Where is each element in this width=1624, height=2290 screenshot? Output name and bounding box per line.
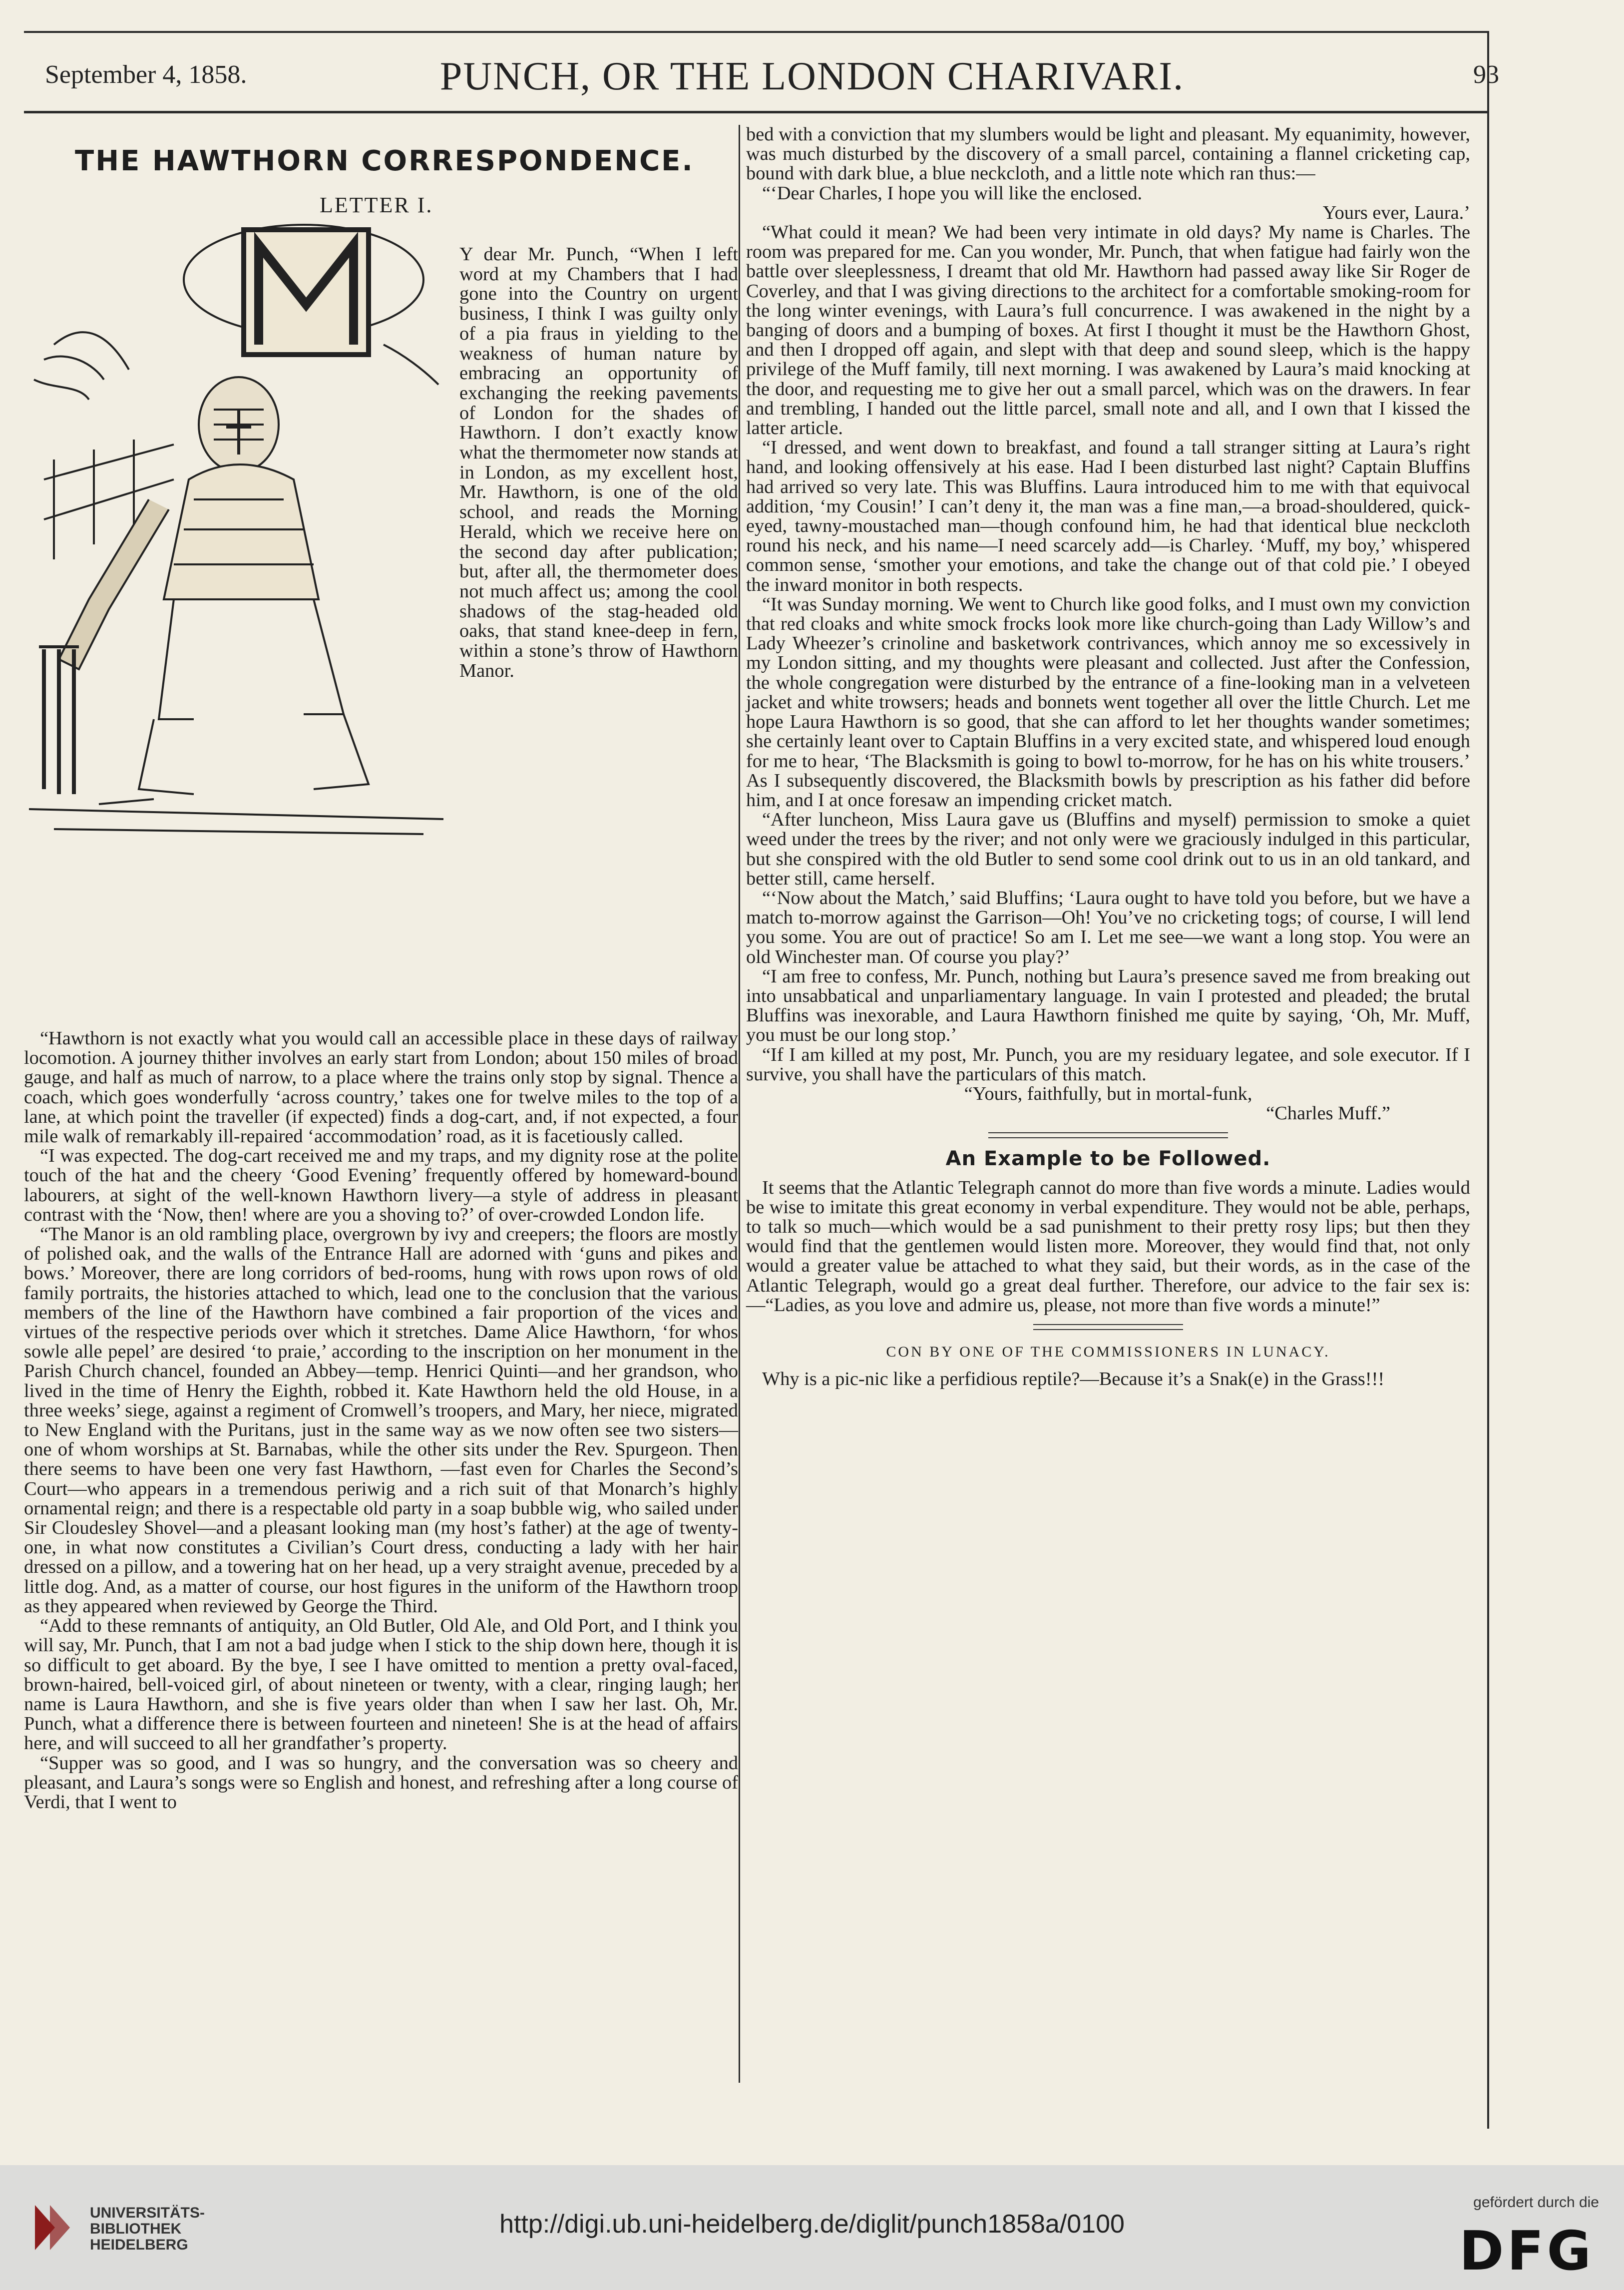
issue-date: September 4, 1858. <box>45 60 247 89</box>
page-number: 93 <box>1473 60 1499 89</box>
closing-line: “Yours, faithfully, but in mortal-funk, <box>964 1083 1252 1104</box>
left-column <box>24 1029 738 1812</box>
con-body: Why is a pic-nic like a perfidious reptile?—Because it’s a Snak(e) in the Grass!!! <box>762 1369 1385 1390</box>
letter-label: LETTER I. <box>320 193 433 217</box>
header-rule <box>24 111 1487 113</box>
library-line: UNIVERSITÄTS- <box>90 2205 205 2221</box>
example-body: It seems that the Atlantic Telegraph cannot do more than five words a minute. Ladies would be wise to imitate this great economy in verbal expenditure. They would not be able, perhaps, to talk so much—which would be a sad punishment to their pretty rosy lips; but then they would find that the gentlemen would listen more. Moreover, they would find that, not only would a greater value be attached to what they said, but their words, as in the case of the Atlantic Telegraph, would go a great deal further. Therefore, our advice to the fair sex is:—“Ladies, as you love and admire us, please, not more than five words a minute!” <box>746 1177 1470 1316</box>
right-border <box>1487 31 1489 2129</box>
paragraph: “The Manor is an old rambling place, overgrown by ivy and creepers; the floors are mostly of polished oak, and the walls of the Entrance Hall are adorned with ‘guns and pikes and bows.’ Moreover, there are long corridors of bed-rooms, hung with rows upon rows of old family portraits, the histories attached to which, lead one to the conclusion that the various members of the line of the Hawthorn have combined a fair proportion of the vices and virtues of the respective periods over which it stretches. Dame Alice Hawthorn, ‘for whos sowle alle pepel’ are desired ‘to praie,’ according to the inscription on her monument in the Parish Church chancel, founded an Abbey—temp. Henrici Quinti—and her grandson, who lived in the time of Henry the Eighth, robbed it. Kate Hawthorn held the old House, in a three weeks’ siege, against a regiment of Cromwell’s troopers, and Mary, her niece, migrated to New England with the Puritans, just in the same way as we now often see two sisters—one of whom worships at St. Barnabas, while the other sits under the Rev. Spurgeon. Then there seems to have been one very fast Hawthorn, —fast even for Charles the Second’s Court—who appears in a tremendous periwig and a rich suit of that Monarch’s highly ornamental reign; and there is a respectable old party in a soap bubble wig, who sailed under Sir Cloudesley Shovel—and a pleasant looking man (my host’s father) at the age of twenty-one, in what now constitutes a Civilian’s Court dress, conducting a lady with her hair dressed on a pillow, and a towering hat on her head, up a very straight avenue, preceded by a little dog. And, as a matter of course, our host figures in the uniform of the Hawthorn troop as they appeared when reviewed by George the Third. <box>24 1224 738 1617</box>
paragraph: “Supper was so good, and I was so hungry, and the conversation was so cheery and pleasant, and Laura’s songs were so English and honest, and refreshing after a long course of Verdi, that I went to <box>24 1752 738 1813</box>
publication-title: PUNCH, OR THE LONDON CHARIVARI. <box>439 54 1185 98</box>
paragraph: “I was expected. The dog-cart received me and my traps, and my dignity rose at the polite touch of the hat and the cheery ‘Good Evening’ frequently offered by homeward-bound labourers, at sight of the well-known Hawthorn livery—a style of address in pleasant contrast with the ‘Now, then! where are you a shoving to?’ of over-crowded London life. <box>24 1145 738 1225</box>
con-heading: CON BY ONE OF THE COMMISSIONERS IN LUNACY. <box>886 1343 1330 1360</box>
library-line: HEIDELBERG <box>90 2237 188 2253</box>
paragraph: “After luncheon, Miss Laura gave us (Bluffins and myself) permission to smoke a quiet weed under the trees by the river; and not only were we graciously indulged in this particular, but she conspired with the old Butler to send some cool drink out to us in an old tankard, and better still, came herself. <box>746 809 1470 889</box>
funded-by-label: gefördert durch die <box>1473 2194 1599 2211</box>
column-divider <box>739 125 740 2083</box>
example-heading: An Example to be Followed. <box>945 1147 1271 1171</box>
letter-intro <box>459 245 738 681</box>
paragraph: “I am free to confess, Mr. Punch, nothing but Laura’s presence saved me from breaking out into unsabbatical and unparliamentary language. In vain I protested and pleaded; the brutal Bluffins was inexorable, and Laura Hawthorn finished me quite by saying, ‘Oh, Mr. Muff, you must be our long stop.’ <box>746 965 1470 1046</box>
library-line: BIBLIOTHEK <box>90 2221 182 2237</box>
intro-paragraph: Y dear Mr. Punch, “When I left word at my Chambers that I had gone into the Country on urgent business, I think I was guilty only of a pia fraus in yielding to the weakness of human nature by embracing an opportunity of exchanging the reeking pavements of London for the shades of Hawthorn. I don’t exactly know what the thermometer now stands at in London, as my excellent host, Mr. Hawthorn, is one of the old school, and reads the Morning Herald, which we receive here on the second day after publication; but, after all, the thermometer does not much affect us; among the cool shadows of the stag-headed old oaks, that stand knee-deep in fern, within a stone’s throw of Hawthorn Manor. <box>459 244 738 681</box>
source-url-link[interactable]: http://digi.ub.uni-heidelberg.de/diglit/punch1858a/0100 <box>499 2210 1125 2239</box>
paragraph: “What could it mean? We had been very intimate in old days? My name is Charles. The room was prepared for me. Can you wonder, Mr. Punch, that when fatigue had fairly won the battle over sleeplessness, I dreamt that old Mr. Hawthorn had passed away like Sir Roger de Coverley, and that I was giving directions to the architect for a comfortable smoking-room for the long winter evenings, with Laura’s full concurrence. I was awakened in the night by a banging of doors and a bumping of boxes. At first I thought it must be the Hawthorn Ghost, and then I dropped off again, and slept with that deep and sound sleep, which is the happy privilege of the Muff family, till next morning. I was awakened by Laura’s maid knocking at the door, and requesting me to give her out a small parcel, which was on the drawers. In fear and trembling, I handed out the little parcel, small note and all, and I own that I kissed the latter article. <box>746 222 1470 439</box>
article-heading: THE HAWTHORN CORRESPONDENCE. <box>75 145 694 177</box>
digitization-footer <box>0 2165 1624 2290</box>
paragraph: “I dressed, and went down to breakfast, and found a tall stranger sitting at Laura’s right hand, and looking offensively at his ease. Had I been disturbed last night? Captain Bluffins had arrived so very late. This was Bluffins. Laura introduced him to me with that equivocal addition, ‘my Cousin!’ I can’t deny it, the man was a fine man,—a broad-shouldered, quick-eyed, tawny-moustached man—though confound him, he had that identical blue neckcloth round his neck, and his name—I need scarcely add—is Charley. ‘Muff, my boy,’ whispered common sense, ‘smother your emotions, and take the change out of that cold pie.’ I obeyed the inward monitor in both respects. <box>746 437 1470 595</box>
paragraph: “Hawthorn is not exactly what you would call an accessible place in these days of railway locomotion. A journey thither involves an early start from London; about 150 miles of broad gauge, and half as much of narrow, to a place where the trains only stop by signal. Thence a coach, which goes wonderfully ‘across country,’ takes one for twelve miles to the top of a lane, at which point the traveller (if expected) finds a dog-cart, and, if not expected, a four mile walk of remarkably ill-repaired ‘accommodation’ road, as it is facetiously called. <box>24 1028 738 1147</box>
paragraph: “Add to these remnants of antiquity, an Old Butler, Old Ale, and Old Port, and I think you will say, Mr. Punch, that I am not a bad judge when I stick to the ship down here, though it is so difficult to get aboard. By the bye, I see I have omitted to mention a pretty oval-faced, brown-haired, bell-voiced girl, of about nineteen or twenty, with a clear, ringing laugh; her name is Laura Hawthorn, and she is five years older than when I saw her last. Oh, Mr. Punch, what a difference there is between fourteen and nineteen! She is at the head of affairs here, and will succeed to all her grandfather’s property. <box>24 1615 738 1754</box>
note-paragraph: “‘Dear Charles, I hope you will like the enclosed. <box>762 182 1143 204</box>
dfg-logo: DFG <box>1459 2220 1594 2283</box>
top-border <box>24 31 1487 33</box>
paragraph: bed with a conviction that my slumbers would be light and pleasant. My equanimity, however, was much disturbed by the discovery of a small parcel, containing a flannel cricketing cap, bound with dark blue, a blue neckcloth, and a little note which ran thus:— <box>746 124 1470 184</box>
section-divider <box>1033 1324 1183 1330</box>
paragraph: “If I am killed at my post, Mr. Punch, you are my residuary legatee, and sole executor. If I survive, you shall have the particulars of this match. <box>746 1044 1470 1085</box>
paragraph: “‘Now about the Match,’ said Bluffins; ‘Laura ought to have told you before, but we have a match to-morrow against the Garrison—Oh! You’ve no cricketing togs; of course, I will lend you some. You are out of practice! So am I. Let me see—we want a long stop. You were an old Winchester man. Of course you play?’ <box>746 887 1470 967</box>
knight-cricketer-illustration <box>24 220 448 869</box>
right-column <box>746 125 1470 1389</box>
closing-signature: “Charles Muff.” <box>1266 1103 1390 1124</box>
section-divider <box>988 1132 1228 1138</box>
note-signature: Yours ever, Laura.’ <box>1322 202 1470 223</box>
paragraph: “It was Sunday morning. We went to Church like good folks, and I must own my conviction that red cloaks and white smock frocks look more like church-going than Lady Willow’s and Lady Wheezer’s crinoline and basketwork contrivances, which annoy me so excessively in my London sitting, and my thoughts were pleasant and collected. Just after the Confession, the whole congregation were disturbed by the entrance of a fine-looking man in a velveteen jacket and white trowsers; heads and bonnets went together all over the little Church. Let me hope Laura Hawthorn is so good, that she can afford to let her thoughts wander sometimes; she certainly leant over to Captain Bluffins in a very excited state, and whispered loud enough for me to hear, ‘The Blacksmith is going to bowl to-morrow, for he has on his white trousers.’ As I subsequently discovered, the Blacksmith bowls by prescription as his father did before him, and I at once foresaw an impending cricket match. <box>746 593 1470 811</box>
